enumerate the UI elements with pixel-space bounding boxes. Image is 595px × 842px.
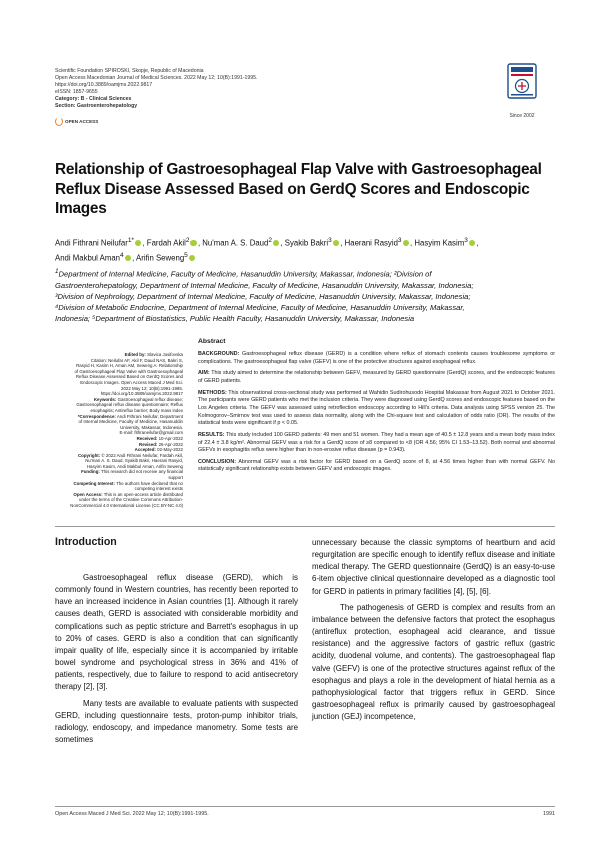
author-affil-sup: 2: [268, 237, 272, 244]
author-affil-sup: 3: [328, 237, 332, 244]
keywords-text: esophagitis; Antireflux barrier; Body mass index: [90, 407, 183, 413]
footer-divider: [55, 806, 555, 807]
journal-emblem-icon: [505, 62, 539, 108]
citation-line: Reflux Disease Assessed Based on GerdQ Scores and: [75, 374, 183, 380]
received-date: 10-Apr-2022: [158, 435, 183, 441]
aim-text: This study aimed to determine the relationship between GEFV, measured by GERD questionnaire (GerdQ) scores, and the endoscopic features of GERD patients.: [198, 370, 555, 384]
author-affil-sup: 3: [397, 237, 402, 244]
citation-doi-link[interactable]: https://doi.org/10.3889/oamjms.2022.9817: [100, 391, 183, 397]
intro-paragraph: Gastroesophageal reflux disease (GERD), which is commonly found in Western countries, has recently been reported to have an increased incidence in Asian countries [1]. Although it rarely causes death, GERD is associated with considerable morbidity and complications such as peptic stricture and Barrett's esophagus in up to 20% of cases. GERD is also a condition that can significantly impair quality of life, especially since it is accompanied by irritable bowel syndrome and psychological stress in 36% and 41% of patients, respectively, due to failure to respond to acid antisecretory therapy [2], [3].: [55, 573, 298, 692]
funding-text: support: [168, 475, 183, 481]
received-label: Received:: [136, 435, 158, 441]
author-affil-sup: 5: [184, 252, 188, 260]
correspondence-label: *Correspondence:: [77, 413, 116, 419]
author-affil-sup: 3: [464, 237, 468, 244]
citation-line: Endoscopic Images. Open Access Maced J Med Sci.: [80, 379, 183, 385]
orcid-icon[interactable]: [273, 240, 280, 247]
correspondence-email[interactable]: E-mail: fithraneilufar@gmail.com: [119, 430, 183, 436]
aim-label: AIM:: [198, 370, 210, 377]
background-text: Gastroesophageal reflux disease (GERD) is a condition where reflux of stomach contents causes troublesome symptoms or complications. The gastroesophageal flap valve (GEFV) is one of the protective structures against esophageal reflux.: [198, 351, 556, 365]
conclusion-label: CONCLUSION:: [198, 458, 237, 465]
intro-paragraph: The pathogenesis of GERD is complex and results from an imbalance between the defensive factors that protect the esophagus (antireflux protection, esophageal acid clearance, and tissue resistance) and the aggressive factors of gastric reflux (gastric acidity, duodenal volume, and contents). The gastroesophageal flap valve (GEFV) is one of the protective structures against reflux of the esophagus and plays a role in the development of hiatal hernia as a pathophysiological factor that triggers reflux in GERD. Since gastroesophageal reflux is primarily caused by gastroesophageal junction (GEJ) incompetence,: [312, 602, 555, 722]
keywords-text: Gastroesophageal reflux disease questionnaire; Reflux: [76, 402, 183, 408]
introduction-heading: Introduction: [55, 536, 117, 548]
author-affil-sup: 4: [120, 252, 124, 260]
copyright-text: © 2022 Andi Fithrani Neilufar, Fardah Akil,: [101, 452, 183, 458]
abstract-background: [198, 351, 555, 366]
funding-text: This research did not receive any financial: [100, 469, 183, 475]
background-label: BACKGROUND:: [198, 351, 240, 357]
open-access-text: OPEN ACCESS: [65, 119, 99, 124]
section-line: Section: Gastroenterohepatology: [55, 103, 138, 109]
author-name: Andi Fithrani Neilufar: [55, 238, 128, 248]
page-number: 1991: [543, 811, 555, 817]
license-text: NonCommercial 4.0 International License (CC BY-NC 4.0): [70, 503, 183, 509]
eissn-line: eISSN: 1857-9655: [55, 89, 98, 95]
intro-paragraph: Many tests are available to evaluate patients with suspected GERD, including questionnaire tests, proton-pump inhibitor trials, radiology, endoscopy, and impedance manometry. Some tests are sometimes: [55, 698, 298, 745]
category-line: Category: B - Clinical Sciences: [55, 96, 132, 102]
citation-line: 2022 May 12; 10(B):1991-1995.: [121, 385, 183, 391]
license-text: This is an open-access article distributed: [103, 491, 183, 497]
publisher-line: Scientific Foundation SPIROSKI, Skopje, Republic of Macedonia: [55, 68, 204, 74]
competing-interest-text: The authors have declared that no: [116, 480, 183, 486]
license-text: under the terms of the Creative Commons Attribution-: [79, 497, 183, 503]
abstract-aim: [198, 370, 555, 385]
methods-text: This observational cross-sectional study was performed at Wahidin Sudirohusodo Hospital Makassar from August 2021 to October 2021. The participants were GERD patients who met the inclusion criteria. They were diagnosed using GerdQ scores and endoscopic features based on the Los Angeles criteria. The GEFV was assessed using retroflection endoscopy according to Hill's criteria. Data analysis using SPSS version 25. The Kolmogorov–Smirnov test was used to assess data normality, along with the Chi-square test and calculation of odds ratio (OR). The results of the statistical tests were significant if p < 0.05.: [198, 389, 555, 427]
orcid-icon[interactable]: [135, 240, 142, 247]
affiliations: [55, 266, 555, 325]
journal-header: [55, 68, 455, 110]
since-label: Since 2002: [509, 113, 535, 119]
author-list: [55, 235, 555, 265]
article-title: [55, 160, 555, 219]
affiliation-line: ³Division of Nephrology, Department of Internal Medicine, Faculty of Medicine, Hasanuddin University, Makassar, Indonesia;: [55, 291, 471, 301]
title-line: Reflux Disease Assessed Based on GerdQ Scores and Endoscopic: [55, 180, 530, 198]
author-affil-sup: 2: [185, 237, 190, 244]
author-name: Andi Makbul Aman: [55, 253, 121, 263]
orcid-icon[interactable]: [125, 255, 132, 262]
author-affil-sup: 1*: [127, 237, 134, 244]
title-line: Images: [55, 200, 107, 218]
author-line: Andi Fithrani Neilufar$^{1*}$ , Fardah Akil$^2$ , Nu'man A. S. Daud$^2$ , Syakib Bakri$^3$ , Haerani Rasyid$^3$ , Hasyim Kasim$^3$ ,: [55, 237, 479, 248]
copyright-text: Nu'man A. S. Daud, Syakib Bakri, Haerani Rasyid,: [85, 458, 183, 464]
citation-line: of Gastroesophageal Flap Valve with Gastroesophageal: [74, 368, 183, 374]
competing-interest-label: Competing Interest:: [73, 480, 115, 486]
correspondence-text: of Internal Medicine, Faculty of Medicine, Hasanuddin: [78, 419, 183, 425]
author-name: , Haerani Rasyid: [340, 238, 398, 248]
intro-left-column: [55, 572, 298, 746]
abstract-methods: [198, 390, 555, 428]
accepted-label: Accepted:: [134, 447, 156, 453]
abstract-section: [198, 338, 555, 478]
orcid-icon[interactable]: [469, 240, 476, 247]
abstract-heading: Abstract: [198, 338, 226, 345]
author-name: , Arifin Seweng: [132, 253, 185, 263]
author-name: , Fardah Akil: [142, 238, 186, 248]
affiliation-line: ⁴Division of Metabolic Endocrine, Department of Internal Medicine, Faculty of Medicine, Hasanuddin University, Makassar,: [55, 303, 465, 313]
doi-link[interactable]: https://doi.org/10.3889/oamjms.2022.9817: [55, 82, 153, 88]
methods-label: METHODS:: [198, 389, 227, 396]
affil-sup: 1: [55, 268, 59, 275]
intro-paragraph: unnecessary because the classic symptoms of heartburn and acid regurgitation are specific enough to identify reflux disease and initiate medical therapy. The GERD questionnaire (GerdQ) is an easy-to-use 6-item objective clinical questionnaire developed as a diagnostic tool for GERD in patients in primary facilities [4], [5], [6].: [312, 538, 555, 596]
author-name: , Nu'man A. S. Daud: [197, 238, 269, 248]
results-label: RESULTS:: [198, 431, 225, 438]
citation-line: Citation: Neilufar AF, Akil F, Daud NAS, Bakri S,: [90, 357, 183, 363]
orcid-icon[interactable]: [403, 240, 410, 247]
citation-line: Rasyid H, Kasim H, Aman AM, Seweng A. Relationship: [76, 363, 183, 369]
orcid-icon[interactable]: [189, 255, 196, 262]
accepted-date: 02-May-2022: [157, 447, 183, 453]
copyright-label: Copyright:: [77, 452, 101, 458]
open-access-logo: [55, 117, 98, 126]
affiliation-line: [55, 266, 555, 280]
title-line: Relationship of Gastroesophageal Flap Valve with Gastroesophageal: [55, 161, 542, 178]
abstract-results: [198, 432, 555, 455]
copyright-text: Hasyim Kasim, Andi Makbul Aman, Arifin Seweng: [86, 463, 183, 469]
open-access-label: Open Access:: [73, 491, 103, 497]
open-lock-icon: [55, 117, 63, 126]
affiliation-line: Gastroenterohepatology, Department of Internal Medicine, Faculty of Medicine, Hasanuddin University, Makassar, Indonesia;: [55, 280, 474, 290]
orcid-icon[interactable]: [333, 240, 340, 247]
article-metadata-sidebar: [55, 352, 183, 509]
edited-by-label: Edited by:: [124, 352, 146, 357]
competing-interest-text: competing interest exists: [134, 486, 183, 492]
revised-date: 26-Apr-2022: [158, 441, 183, 447]
abstract-conclusion: [198, 459, 555, 474]
footer-citation: Open Access Maced J Med Sci. 2022 May 12; 10(B):1991-1995.: [55, 811, 209, 817]
results-text: This study included 100 GERD patients: 49 men and 51 women. They had a mean age of 40.5 ± 12.8 years and a mean body mass index of 22.4 ± 3.8 kg/m². Abnormal GEFV was a risk for a GerdQ score of ≥8 compared to <8 (OR 4.56; 95% CI 1.53–13.52). Both normal and abnormal GEFVs in esophagitis reflux were higher than in non-erosive reflux disease (p = 0.943).: [198, 431, 555, 454]
section-divider: [55, 526, 555, 527]
keywords-text: Gastroesophageal reflux disease;: [117, 396, 183, 402]
intro-right-column: [312, 537, 555, 723]
orcid-icon[interactable]: [190, 240, 197, 247]
affiliation-text: Department of Internal Medicine, Faculty of Medicine, Hasanuddin University, Makassar, Indonesia; ²Division of: [58, 269, 432, 279]
keywords-label: Keywords:: [93, 396, 117, 402]
funding-label: Funding:: [81, 469, 100, 475]
journal-citation-line: Open Access Macedonian Journal of Medical Sciences. 2022 May 12; 10(B):1991-1995.: [55, 75, 258, 81]
revised-label: Revised:: [139, 441, 158, 447]
author-line: [55, 250, 555, 265]
editor-name: Slavica Josifovska: [147, 352, 183, 357]
journal-logo-block: [505, 62, 539, 119]
correspondence-text: University, Makassar, Indonesia.: [120, 424, 183, 430]
conclusion-text: Abnormal GEFV was a risk factor for GERD based on a GerdQ score of 8, at 4.56 times higher than with normal GEFV. No statistically significant relationship exists between GEFV and endoscopic images.: [198, 458, 555, 473]
affiliation-line: Indonesia; ⁵Department of Biostatistics, Public Health Faculty, Hasanuddin University, Makassar, Indonesia: [55, 314, 415, 324]
correspondence-text: Andi Fithrani Neilufar, Department: [116, 413, 183, 419]
author-name: , Hasyim Kasim: [410, 238, 465, 248]
author-name: , Syakib Bakri: [280, 238, 329, 248]
